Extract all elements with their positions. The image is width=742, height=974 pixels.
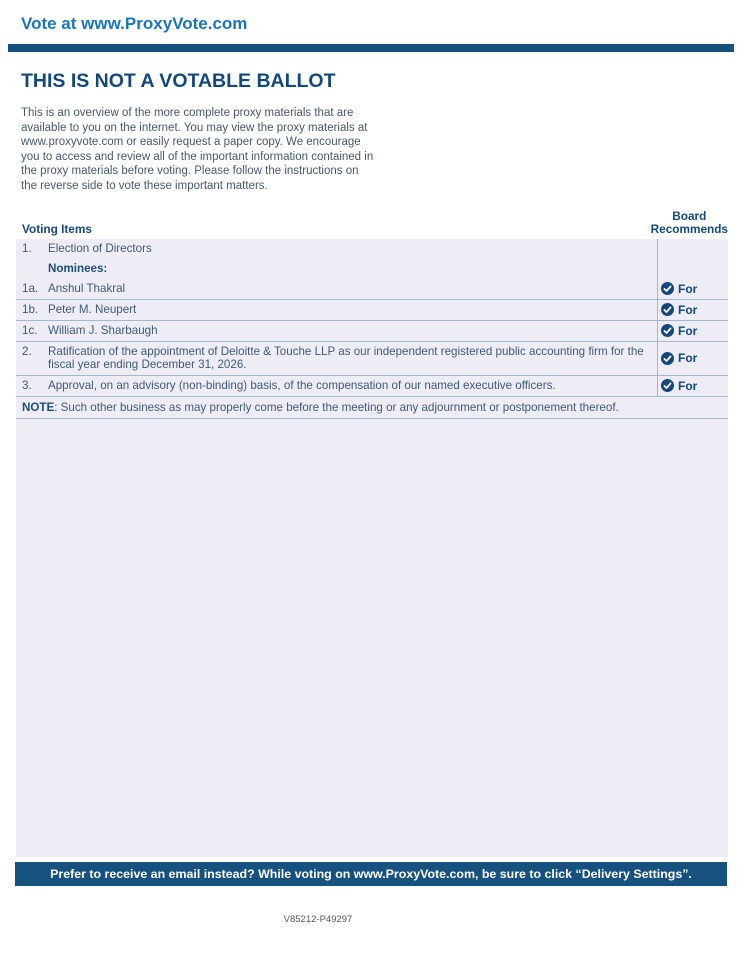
table-row-note: [16, 397, 728, 419]
proposal-cell: [16, 376, 658, 396]
table-column-headers: [16, 210, 728, 236]
table-row-proposal-3: [16, 376, 728, 397]
recommend-cell: [658, 321, 728, 341]
check-circle-icon: [661, 303, 674, 316]
recommendation: [661, 303, 697, 317]
nominee-name: William J. Sharbaugh: [48, 324, 158, 338]
recommend-label: For: [678, 302, 698, 317]
intro-paragraph: This is an overview of the more complete proxy materials that are available to you on the internet. You may view the proxy materials at www.proxyvote.com or easily request a paper copy. We encourage you to access and review all of the important information contained in the proxy materials before voting. Please follow the instructions on the reverse side to vote these important matters.: [21, 107, 374, 192]
banner-text: Prefer to receive an email instead? While voting on www.ProxyVote.com, be sure to click “Delivery Settings”.: [50, 866, 692, 881]
recommend-label: For: [678, 281, 698, 296]
election-cell: [16, 239, 658, 299]
recommend-cell: [658, 239, 728, 299]
row-number: 1.: [22, 242, 32, 256]
board-recommends-line1: Board: [672, 208, 707, 223]
recommendation: [661, 324, 697, 338]
header-divider: [8, 44, 734, 52]
note-text: : Such other business as may properly come before the meeting or any adjournment or postponement thereof.: [54, 400, 619, 414]
empty-ballot-area: [16, 419, 728, 857]
row-number: 1a.: [22, 282, 39, 296]
voting-items-header: Voting Items: [22, 221, 92, 236]
page-title: Vote at www.ProxyVote.com: [21, 14, 248, 33]
note-label: NOTE: [22, 400, 55, 414]
check-circle-icon: [661, 352, 674, 365]
document-code: V85212-P49297: [283, 913, 353, 925]
recommend-cell: [658, 376, 728, 396]
ballot-heading: THIS IS NOT A VOTABLE BALLOT: [21, 70, 336, 92]
table-row-nominee-1b: [16, 300, 728, 321]
nominee-name: Anshul Thakral: [48, 282, 126, 296]
recommendation: [661, 351, 697, 365]
table-row-proposal-2: [16, 342, 728, 376]
row-number: 1b.: [22, 303, 39, 317]
table-row-election-of-directors: [16, 239, 728, 300]
nominee-name: Peter M. Neupert: [48, 303, 137, 317]
item1-line: [16, 239, 657, 259]
recommend-label: For: [678, 378, 698, 393]
recommendation: [661, 379, 697, 393]
nominees-line: [16, 259, 657, 279]
nominee-cell: [16, 300, 658, 320]
recommend-cell: [658, 300, 728, 320]
proposal-text: Approval, on an advisory (non-binding) basis, of the compensation of our named executive officers.: [48, 379, 556, 393]
email-preference-banner: [15, 862, 727, 886]
check-circle-icon: [661, 282, 674, 295]
row-label: Election of Directors: [48, 242, 152, 256]
document-page: [0, 14, 742, 974]
row-number: 1c.: [22, 324, 38, 338]
proposal-text: Ratification of the appointment of Deloitte & Touche LLP as our independent registered public accounting firm for the fiscal year ending December 31, 2026.: [48, 344, 644, 371]
nominees-label: Nominees:: [48, 262, 108, 276]
note-cell: [16, 397, 728, 418]
proposal-cell: [16, 342, 658, 375]
table-row-nominee-1c: [16, 321, 728, 342]
nominee-1a-line: [16, 279, 657, 299]
check-circle-icon: [661, 324, 674, 337]
recommend-cell: [658, 342, 728, 375]
row-number: 2.: [22, 344, 32, 358]
check-circle-icon: [661, 379, 674, 392]
voting-table: [16, 239, 728, 419]
recommend-label: For: [678, 351, 698, 366]
nominee-cell: [16, 321, 658, 341]
row-number: 3.: [22, 379, 32, 393]
board-recommends-line2: Recommends: [650, 221, 728, 236]
recommend-label: For: [678, 323, 698, 338]
board-recommends-header: [651, 210, 728, 236]
recommendation: [661, 282, 697, 296]
